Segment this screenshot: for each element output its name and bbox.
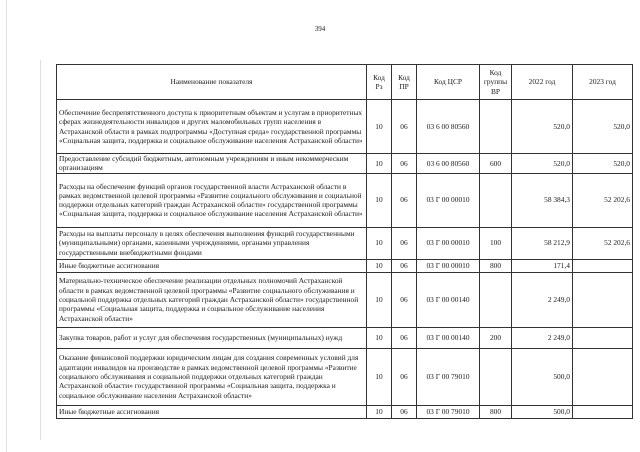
row-2022: 2 249,0 xyxy=(512,272,573,327)
row-2023 xyxy=(573,272,633,327)
row-pr: 06 xyxy=(392,272,417,327)
header-2022: 2022 год xyxy=(512,65,573,100)
row-name: Предоставление субсидий бюджетным, автономным учреждениям и иным некоммерческим организациям xyxy=(57,154,367,174)
header-pr: Код ПР xyxy=(392,65,417,100)
row-name: Иные бюджетные ассигнования xyxy=(57,259,367,272)
row-2023: 520,0 xyxy=(573,100,633,154)
row-2023 xyxy=(573,405,633,418)
row-csr: 03 Г 00 00140 xyxy=(417,327,480,348)
row-2022: 58 384,3 xyxy=(512,173,573,227)
header-csr: Код ЦСР xyxy=(417,65,480,100)
table-row xyxy=(57,259,633,272)
header-name: Наименование показателя xyxy=(57,65,367,100)
row-csr: 03 Г 00 00010 xyxy=(417,227,480,259)
header-2023: 2023 год xyxy=(573,65,633,100)
row-rz: 10 xyxy=(367,173,392,227)
scan-edge-left xyxy=(6,0,7,452)
row-vr: 200 xyxy=(480,327,512,348)
header-vr: Код группы ВР xyxy=(480,65,512,100)
row-csr: 03 Г 00 79010 xyxy=(417,405,480,418)
row-name: Оказание финансовой поддержки юридическим лицам для создания современных условий для адаптации инвалидов на производстве в рамках ведомственной целевой программы «Развитие социального обслуживания и социальной поддержки отдельных категорий граждан Астраханской области» государственной программы «Социальная защита, поддержка и социальное обслуживание населения Астраханской области» xyxy=(57,348,367,405)
row-csr: 03 Г 00 00140 xyxy=(417,272,480,327)
row-pr: 06 xyxy=(392,327,417,348)
row-pr: 06 xyxy=(392,405,417,418)
row-rz: 10 xyxy=(367,259,392,272)
row-2022: 2 249,0 xyxy=(512,327,573,348)
row-rz: 10 xyxy=(367,100,392,154)
table-row xyxy=(57,272,633,327)
table-row xyxy=(57,348,633,405)
row-name: Расходы на обеспечение функций органов государственной власти Астраханской области в рамках ведомственной целевой программы «Развитие социального обслуживания и социальной поддержки отдельных категорий граждан Астраханской области» государственной программы «Социальная защита, поддержка и социальное обслуживание населения Астраханской области» xyxy=(57,173,367,227)
row-vr xyxy=(480,173,512,227)
row-name: Расходы на выплаты персоналу в целях обеспечения выполнения функций государственными (муниципальными) органами, казенными учреждениями, органами управления государственными внебюджетными фондами xyxy=(57,227,367,259)
row-pr: 06 xyxy=(392,173,417,227)
row-csr: 03 Г 00 00010 xyxy=(417,173,480,227)
row-2023: 520,0 xyxy=(573,154,633,174)
row-2023 xyxy=(573,327,633,348)
row-rz: 10 xyxy=(367,348,392,405)
row-vr: 800 xyxy=(480,259,512,272)
row-2023 xyxy=(573,259,633,272)
row-2023: 52 202,6 xyxy=(573,227,633,259)
row-vr xyxy=(480,272,512,327)
row-name: Обеспечение беспрепятственного доступа к приоритетным объектам и услугам в приоритетных сферах жизнедеятельности инвалидов и других маломобильных групп населения в Астраханской области в рамках подпрограммы «Доступная среда» государственной программы «Социальная защита, поддержка и социальное обслуживание населения Астраханской области» xyxy=(57,100,367,154)
table-header-row xyxy=(57,65,633,100)
table-row xyxy=(57,327,633,348)
row-name: Закупка товаров, работ и услуг для обеспечения государственных (муниципальных) нужд xyxy=(57,327,367,348)
table-row xyxy=(57,154,633,174)
row-csr: 03 6 00 80560 xyxy=(417,100,480,154)
row-rz: 10 xyxy=(367,405,392,418)
row-vr: 600 xyxy=(480,154,512,174)
row-name: Иные бюджетные ассигнования xyxy=(57,405,367,418)
row-vr xyxy=(480,348,512,405)
page-number: 394 xyxy=(314,25,326,33)
row-2023: 52 202,6 xyxy=(573,173,633,227)
row-2022: 58 212,9 xyxy=(512,227,573,259)
header-rz: Код Рз xyxy=(367,65,392,100)
table-row xyxy=(57,405,633,418)
row-2022: 500,0 xyxy=(512,348,573,405)
row-2023 xyxy=(573,348,633,405)
table-row xyxy=(57,173,633,227)
row-rz: 10 xyxy=(367,227,392,259)
row-vr: 800 xyxy=(480,405,512,418)
row-name: Материально-техническое обеспечение реализации отдельных полномочий Астраханской области в рамках ведомственной целевой программы «Развитие социального обслуживания и социальной поддержка отдельных категорий граждан Астраханской области» государственной программы «Социальная защита, поддержка и социальное обслуживание населения Астраханской области» xyxy=(57,272,367,327)
row-pr: 06 xyxy=(392,227,417,259)
row-rz: 10 xyxy=(367,154,392,174)
row-rz: 10 xyxy=(367,272,392,327)
table-row xyxy=(57,100,633,154)
row-pr: 06 xyxy=(392,348,417,405)
row-pr: 06 xyxy=(392,154,417,174)
row-2022: 520,0 xyxy=(512,100,573,154)
row-csr: 03 Г 00 79010 xyxy=(417,348,480,405)
row-csr: 03 6 00 80560 xyxy=(417,154,480,174)
row-pr: 06 xyxy=(392,100,417,154)
row-2022: 171,4 xyxy=(512,259,573,272)
row-2022: 520,0 xyxy=(512,154,573,174)
row-rz: 10 xyxy=(367,327,392,348)
row-pr: 06 xyxy=(392,259,417,272)
row-csr: 03 Г 00 00010 xyxy=(417,259,480,272)
row-2022: 500,0 xyxy=(512,405,573,418)
row-vr: 100 xyxy=(480,227,512,259)
scan-edge-mid xyxy=(40,60,41,440)
table-row xyxy=(57,227,633,259)
budget-table xyxy=(56,64,633,419)
row-vr xyxy=(480,100,512,154)
